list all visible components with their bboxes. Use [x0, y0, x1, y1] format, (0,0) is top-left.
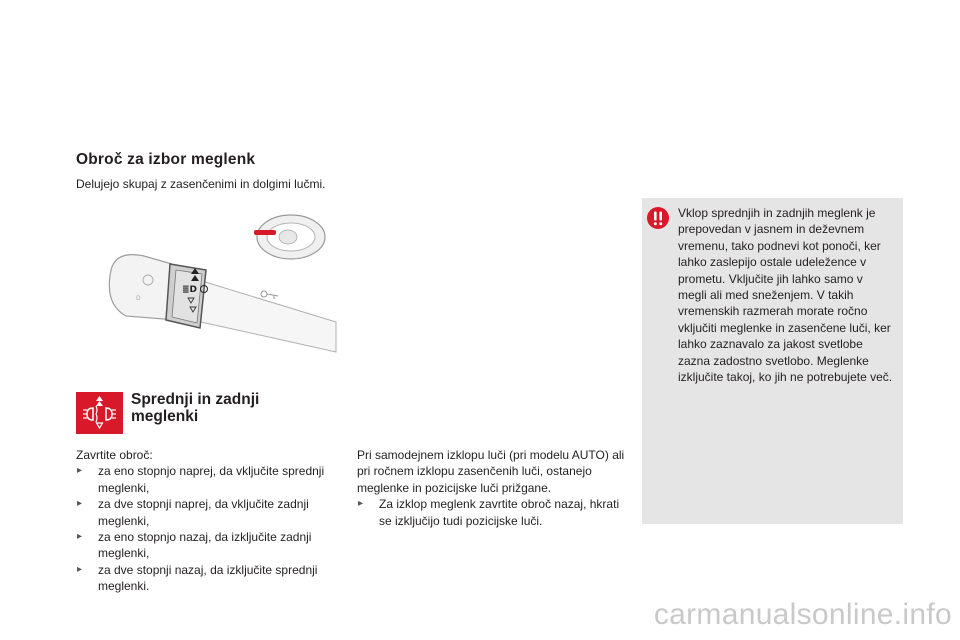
fog-lights-icon: [76, 392, 123, 434]
key-icon: [261, 291, 278, 299]
list-item: ▸ za dve stopnji nazaj, da izključite sprednji meglenki.: [76, 562, 348, 595]
instructions-column: [76, 447, 348, 595]
auto-off-column: [357, 447, 629, 529]
auto-off-list: [357, 496, 629, 529]
steering-wheel-icon: [254, 215, 325, 259]
instructions-list: [76, 463, 348, 594]
subsection-title: Sprednji in zadnji meglenki: [131, 391, 260, 425]
watermark: carmanualsonline.info: [653, 598, 952, 631]
svg-text:≣D: ≣D: [182, 285, 198, 295]
instructions-lead: Zavrtite obroč:: [76, 448, 153, 462]
list-item: ▸ za eno stopnjo naprej, da vključite sprednji meglenki,: [76, 463, 348, 496]
list-item: ▸ Za izklop meglenk zavrtite obroč nazaj, hkrati se izključijo tudi pozicijske luči.: [357, 496, 629, 529]
list-item: ▸ za eno stopnjo nazaj, da izključite zadnji meglenki,: [76, 529, 348, 562]
auto-off-lead: Pri samodejnem izklopu luči (pri modelu AUTO) ali pri ročnem izklopu zasenčenih luči, ostanejo meglenke in pozicijske luči prižgane.: [357, 448, 625, 495]
fog-light-switch-icon: [166, 264, 208, 328]
exclamation-icon: [647, 207, 669, 229]
section-intro: Delujejo skupaj z zasenčenimi in dolgimi lučmi.: [76, 177, 326, 191]
warning-text: Vklop sprednjih in zadnjih meglenk je prepovedan v jasnem in deževnem vremenu, tako podnevi kot ponoči, ker lahko zaslepijo ostale udeležence v prometu. Vključite jih lahko samo v megli ali med sneženjem. V takih vremenskih razmerah morate ročno vključiti meglenke in zasenčene luči, ker lahko zaznavalo za jakost svetlobe zazna zadostno svetlobo. Meglenke izključite takoj, ko jih ne potrebujete več.: [678, 206, 893, 385]
fog-light-stalk-illustration: [96, 212, 340, 362]
svg-text:D: D: [136, 295, 141, 302]
list-item: ▸ za dve stopnji naprej, da vključite zadnji meglenki,: [76, 496, 348, 529]
section-title: Obroč za izbor meglenk: [76, 151, 256, 168]
